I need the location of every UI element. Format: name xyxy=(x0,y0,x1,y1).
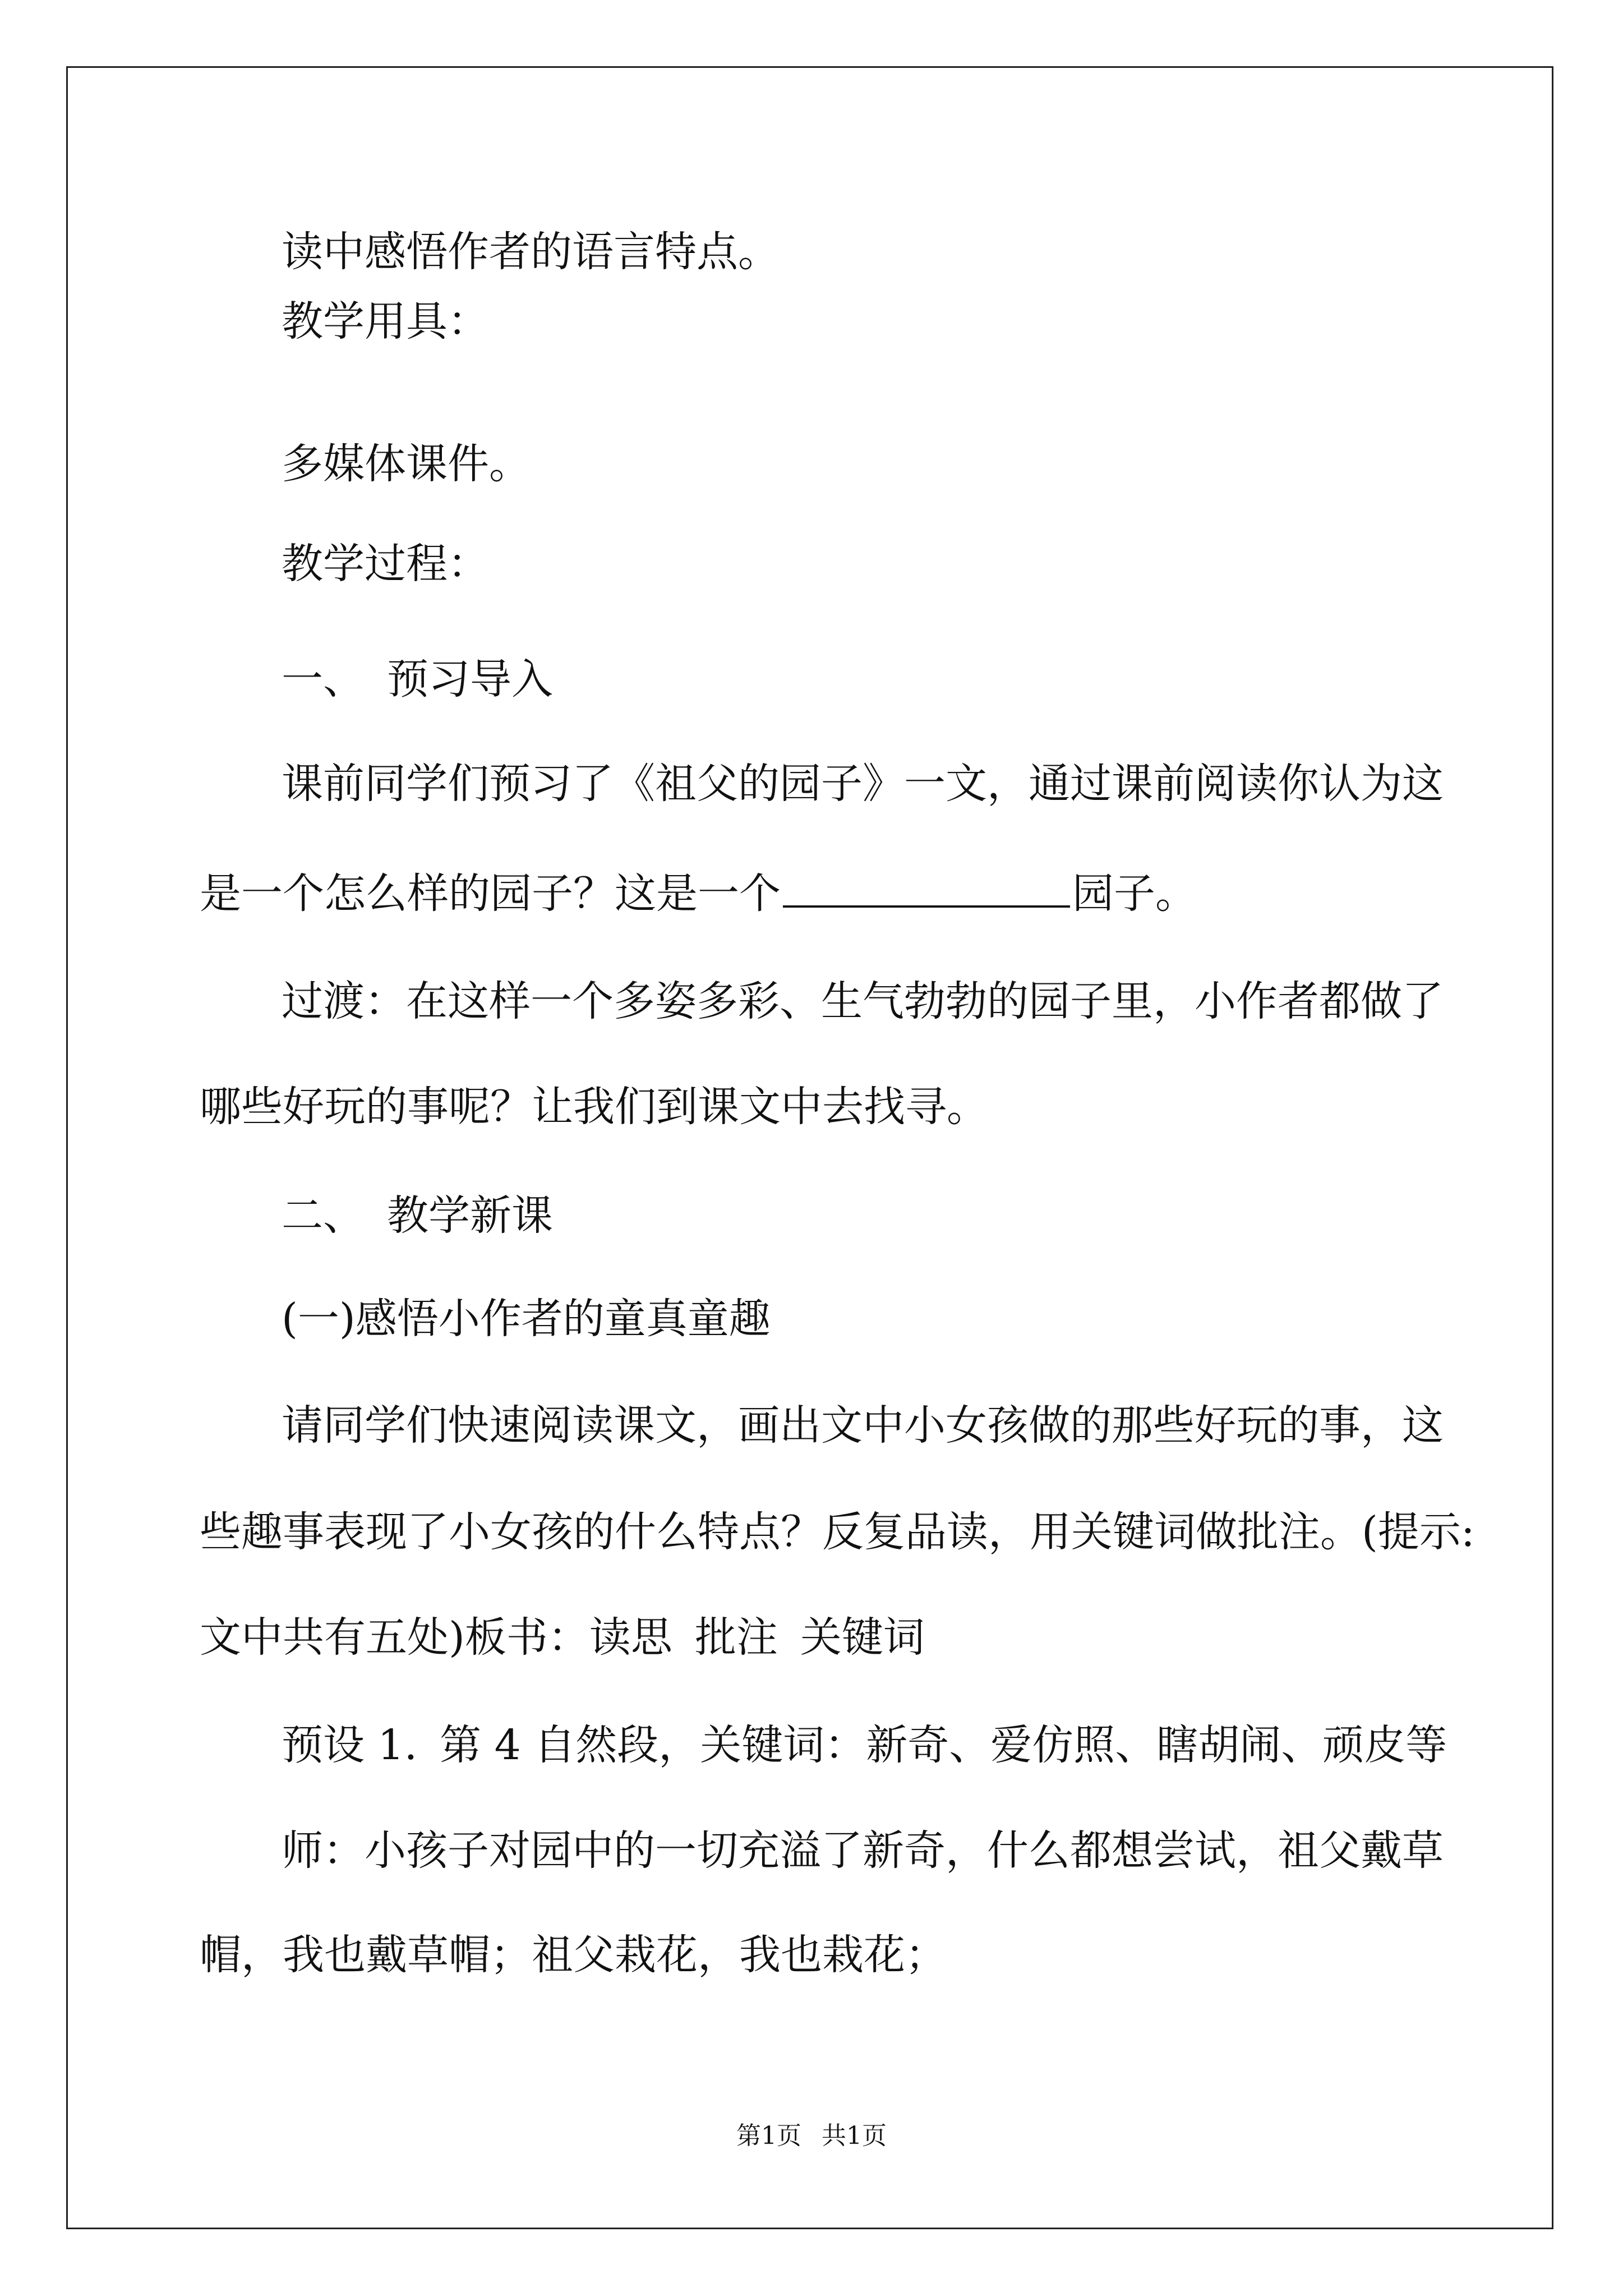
text-line-13: 些趣事表现了小女孩的什么特点？反复品读，用关键词做批注。(提示: xyxy=(200,1508,1475,1556)
preset-content: 第 4 自然段，关键词：新奇、爱仿照、瞎胡闹、顽皮等 xyxy=(440,1721,1447,1769)
text-line-8: 过渡：在这样一个多姿多彩、生气勃勃的园子里，小作者都做了 xyxy=(282,977,1444,1025)
board-label: 文中共有五处)板书：读思 xyxy=(200,1613,672,1662)
text-line-17: 帽，我也戴草帽；祖父栽花，我也栽花； xyxy=(200,1931,947,1979)
text-line-12: 请同学们快速阅读课文，画出文中小女孩做的那些好玩的事，这 xyxy=(282,1401,1444,1450)
text-line-16: 师：小孩子对园中的一切充溢了新奇，什么都想尝试，祖父戴草 xyxy=(282,1826,1444,1875)
section-number-2: 二、 xyxy=(282,1191,365,1240)
section-number-1: 一、 xyxy=(282,655,365,703)
section-title-2: 教学新课 xyxy=(387,1191,553,1240)
page-footer xyxy=(0,2124,1623,2148)
text-line-3: 多媒体课件。 xyxy=(282,440,531,488)
subsection-heading: (一)感悟小作者的童真童趣 xyxy=(282,1295,771,1343)
text-line-7-start: 是一个怎么样的园子？这是一个 xyxy=(200,869,781,918)
fill-in-blank xyxy=(783,869,1070,908)
text-line-7 xyxy=(200,869,1197,918)
text-line-14 xyxy=(200,1613,925,1662)
text-line-9: 哪些好玩的事呢？让我们到课文中去找寻。 xyxy=(200,1083,988,1131)
text-line-1: 读中感悟作者的语言特点。 xyxy=(282,228,780,276)
text-line-7-end: 园子。 xyxy=(1072,869,1197,918)
page-number-current: 第1页 xyxy=(736,2122,801,2150)
text-line-15 xyxy=(282,1721,1447,1769)
text-line-4: 教学过程： xyxy=(282,540,489,588)
text-line-6: 课前同学们预习了《祖父的园子》一文，通过课前阅读你认为这 xyxy=(282,760,1444,808)
section-heading-2 xyxy=(282,1191,553,1240)
page-border xyxy=(66,66,1553,2229)
page-number-total: 共1页 xyxy=(822,2122,887,2150)
board-item-2: 批注 xyxy=(694,1613,778,1662)
section-heading-1 xyxy=(282,655,553,703)
section-title-1: 预习导入 xyxy=(387,655,553,703)
text-line-2: 教学用具： xyxy=(282,297,489,346)
board-item-3: 关键词 xyxy=(800,1613,925,1662)
preset-label: 预设 1. xyxy=(282,1721,418,1769)
